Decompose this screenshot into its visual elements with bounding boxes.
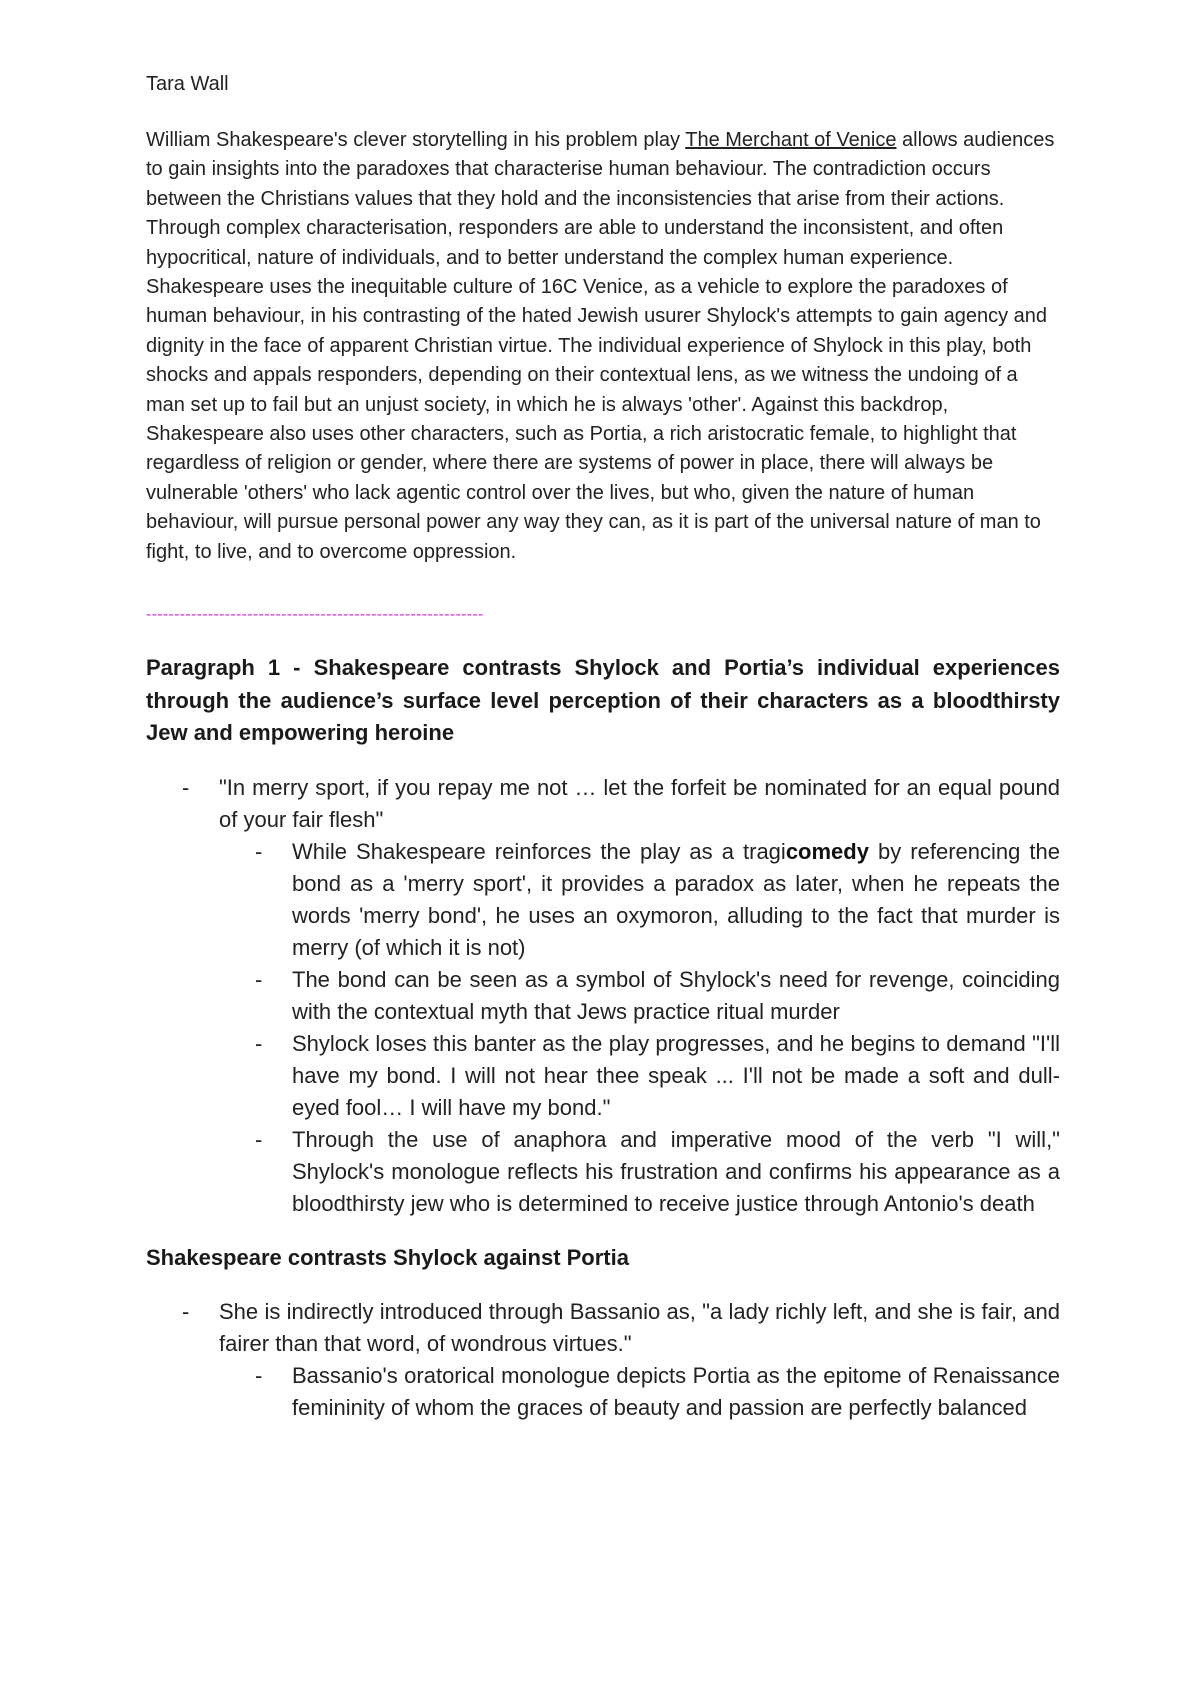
list-item [219,964,1060,1028]
play-title: The Merchant of Venice [685,129,897,151]
point-text: Through the use of anaphora and imperative mood of the verb "I will," Shylock's monologue reflects his frustration and confirms his appearance as a bloodthirsty jew who is determined to receive justice through Antonio's death [292,1126,1060,1216]
list-item [146,1296,1060,1424]
bullet-dash: - [255,1030,263,1056]
author-name: Tara Wall [146,73,229,95]
bullet-dash: - [182,774,190,800]
sub-list [219,836,1060,1220]
document-page [146,70,1060,1424]
list-item [146,772,1060,1220]
list-item [219,1124,1060,1220]
section-2-heading: Shakespeare contrasts Shylock against Portia [146,1244,629,1270]
point-text: Bassanio's oratorical monologue depicts Portia as the epitome of Renaissance femininity of whom the graces of beauty and passion are perfectly balanced [292,1362,1060,1420]
sub-list [219,1360,1060,1424]
bullet-dash: - [255,1126,263,1152]
intro-text-end: allows audiences to gain insights into the paradoxes that characterise human behaviour. The contradiction occurs between the Christians values that they hold and the inconsistencies that arise from their actions. Through complex characterisation, responders are able to understand the inconsistent, and often hypocritical, nature of individuals, and to better understand the complex human experience. Shakespeare uses the inequitable culture of 16C Venice, as a vehicle to explore the paradoxes of human behaviour, in his contrasting of the hated Jewish usurer Shylock's attempts to gain agency and dignity in the face of apparent Christian virtue. The individual experience of Shylock in this play, both shocks and appals responders, depending on their contextual lens, as we witness the undoing of a man set up to fail but an unjust society, in which he is always 'other'. Against this backdrop, Shakespeare also uses other characters, such as Portia, a rich aristocratic female, to highlight that regardless of religion or gender, where there are systems of power in place, there will always be vulnerable 'others' who lack agentic control over the lives, but who, given the nature of human behaviour, will pursue personal power any way they can, as it is part of the universal nature of man to fight, to live, and to overcome oppression. [146,129,1055,563]
list-item [219,1028,1060,1124]
paragraph-1-heading: Paragraph 1 - Shakespeare contrasts Shylock and Portia’s individual experiences through the audience’s surface level perception of their characters as a bloodthirsty Jew and empowering heroine [146,655,1060,746]
bullet-dash: - [255,838,263,864]
bullet-dash: - [255,966,263,992]
point-text: by referencing the bond as a 'merry sport', it provides a paradox as later, when he repeats the words 'merry bond', he uses an oxymoron, alluding to the fact that murder is merry (of which it is not) [292,838,1060,960]
paragraph-1-list [146,772,1060,1220]
list-item [219,1360,1060,1424]
intro-text-start: William Shakespeare's clever storytelling in his problem play [146,129,686,151]
quote-lady-richly-left: She is indirectly introduced through Bassanio as, "a lady richly left, and she is fair, and fairer than that word, of wondrous virtues." [219,1298,1060,1356]
bullet-dash: - [182,1298,190,1324]
point-text: Shylock loses this banter as the play progresses, and he begins to demand "I'll have my bond. I will not hear thee speak ... I'll not be made a soft and dull-eyed fool… I will have my bond." [292,1030,1060,1120]
intro-paragraph [146,126,1060,567]
point-text: The bond can be seen as a symbol of Shylock's need for revenge, coinciding with the contextual myth that Jews practice ritual murder [292,966,1060,1024]
section-2-list [146,1296,1060,1424]
quote-merry-sport: "In merry sport, if you repay me not … let the forfeit be nominated for an equal pound of your fair flesh" [219,774,1060,832]
divider-line: ------------------------------------------------------------ [146,606,484,624]
bullet-dash: - [255,1362,263,1388]
point-text: While Shakespeare reinforces the play as a tragi [292,838,786,864]
list-item [219,836,1060,964]
point-bold-text: comedy [785,838,869,864]
